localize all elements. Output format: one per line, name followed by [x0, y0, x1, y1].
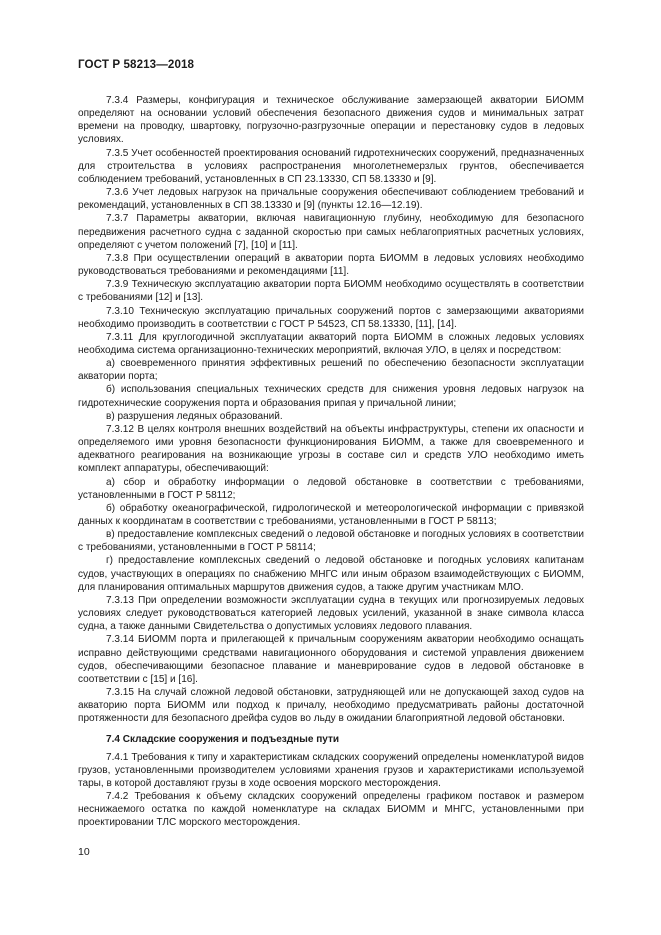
- paragraph-7-3-11: 7.3.11 Для круглогодичной эксплуатации акваторий порта БИОММ в сложных ледовых условиях необходима система организационно-технических мероприятий, включая УЛО, в целях и посредством:: [78, 331, 584, 356]
- section-heading-7-4: 7.4 Складские сооружения и подъездные пути: [106, 733, 340, 745]
- paragraph-7-3-10: 7.3.10 Техническую эксплуатацию причальных сооружений портов с замерзающими акваториями необходимо производить в соответствии с ГОСТ Р 54523, СП 58.13330, [11], [14].: [78, 305, 584, 330]
- paragraph-7-3-9: 7.3.9 Техническую эксплуатацию акватории порта БИОММ необходимо осуществлять в соответствии с требованиями [12] и [13].: [78, 279, 584, 304]
- standard-number-header: ГОСТ Р 58213—2018: [78, 58, 195, 71]
- paragraph-7-3-14: 7.3.14 БИОММ порта и прилегающей к причальным сооружениям акватории необходимо оснащать исправно действующими средствами навигационного оборудования и системой управления движением судов, обеспечивающими безопасное плавание и маневрирование судов в ледовой обстановке в соответствии с [15] и [16].: [78, 634, 584, 685]
- paragraph-7-3-5: 7.3.5 Учет особенностей проектирования оснований гидротехнических сооружений, предназначенных для строительства в условиях распространения многолетнемерзлых грунтов, обеспечивается соблюдением требований, установленных в СП 23.13330, СП 58.13330 и [9].: [78, 147, 584, 185]
- paragraph-7-3-6: 7.3.6 Учет ледовых нагрузок на причальные сооружения обеспечивают соблюдением требований и рекомендаций, установленных в СП 38.13330 и [9] (пункты 12.16—12.19).: [78, 187, 584, 212]
- paragraph-7-3-12: 7.3.12 В целях контроля внешних воздействий на объекты инфраструктуры, степени их опасности и определяемого ими уровня безопасности функционирования БИОММ, а также для своевременного и адекватного реагирования на возникающие угрозы в составе сил и средств УЛО необходимо иметь комплект аппаратуры, обеспечивающий:: [78, 423, 584, 475]
- paragraph-7-3-4: 7.3.4 Размеры, конфигурация и техническое обслуживание замерзающей акватории БИОММ определяют на основании условий обеспечения безопасного движения судов и минимальных затрат времени на проводку, швартовку, погрузочно-разгрузочные операции и перестановку судов в ледовых условиях.: [78, 95, 584, 146]
- list-item-7-3-11-b: б) использования специальных технических средств для снижения уровня ледовых нагрузок на гидротехнические сооружения порта и образования припая у причальной линии;: [78, 384, 584, 409]
- paragraph-7-4-2: 7.4.2 Требования к объему складских сооружений определены графиком поставок и размером неснижаемого остатка по каждой номенклатуре на складах БИОММ и МНГС, установленными при проектировании ТЛС морского месторождения.: [78, 791, 584, 829]
- list-item-7-3-12-c: в) предоставление комплексных сведений о ледовой обстановке и погодных условиях в соответствии с требованиями, установленными в ГОСТ Р 58114;: [78, 529, 584, 554]
- body-text: [78, 94, 584, 830]
- list-item-7-3-11-a: а) своевременного принятия эффективных решений по обеспечению безопасности эксплуатации акватории порта;: [78, 358, 584, 383]
- list-item-7-3-12-b: б) обработку океанографической, гидрологической и метеорологической информации с привязкой данных к координатам в соответствии с требованиями, установленными в ГОСТ Р 58113;: [78, 502, 584, 527]
- paragraph-7-3-7: 7.3.7 Параметры акватории, включая навигационную глубину, необходимую для безопасного передвижения расчетного судна с заданной скоростью при самых неблагоприятных расчетных условиях, определяют с учетом положений [7], [10] и [11].: [78, 213, 584, 251]
- page-number: 10: [78, 846, 90, 858]
- paragraph-7-3-8: 7.3.8 При осуществлении операций в акватории порта БИОММ в ледовых условиях необходимо руководствоваться требованиями и рекомендациями [11].: [78, 252, 584, 278]
- paragraph-7-4-1: 7.4.1 Требования к типу и характеристикам складских сооружений определены номенклатурой видов грузов, установленными производителем условиями хранения грузов и характеристиками используемой тары, в которой доставляют грузы в ходе освоения морского месторождения.: [78, 751, 584, 789]
- list-item-7-3-12-d: г) предоставление комплексных сведений о ледовой обстановке и погодных условиях капитанам судов, участвующих в операциях по снабжению МНГС или иным образом взаимодействующих с БИОММ, для планирования оптимальных маршрутов движения судов, а также другим участникам МЛО.: [78, 555, 584, 593]
- paragraph-7-3-15: 7.3.15 На случай сложной ледовой обстановки, затрудняющей или не допускающей заход судов на акваторию порта БИОММ или подход к причалу, необходимо предусматривать районы достаточной протяженности для безопасного дрейфа судов во льду в ожидании благоприятной ледовой обстановки.: [78, 687, 584, 725]
- paragraph-7-3-13: 7.3.13 При определении возможности эксплуатации судна в текущих или прогнозируемых ледовых условиях следует руководствоваться категорией ледовых усилений, указанной в знаке символа класса судна, а также данными Свидетельства о допустимых условиях ледового плавания.: [78, 594, 584, 633]
- list-item-7-3-11-c: в) разрушения ледяных образований.: [106, 410, 283, 422]
- list-item-7-3-12-a: а) сбор и обработку информации о ледовой обстановке в соответствии с требованиями, установленными в ГОСТ Р 58112;: [78, 476, 584, 501]
